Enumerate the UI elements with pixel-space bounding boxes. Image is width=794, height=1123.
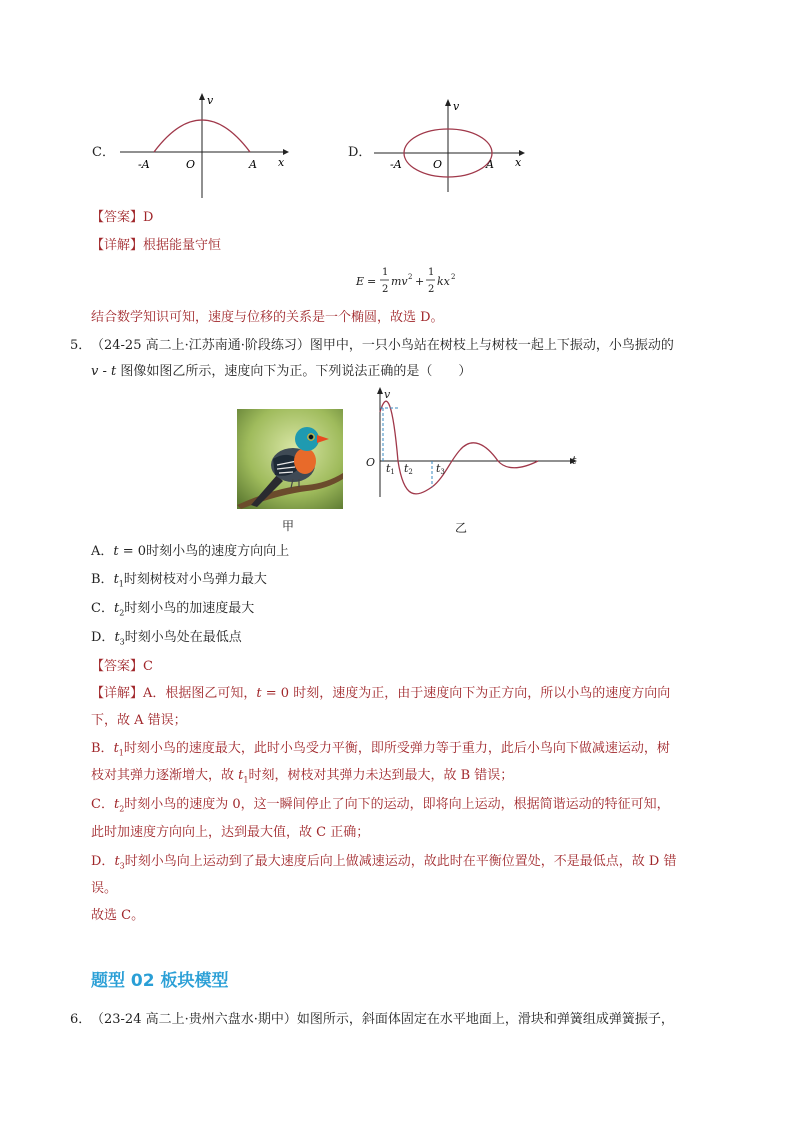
q5-option-c-letter: C． [91,601,114,616]
q5-detail-b1-rest: 时刻小鸟的速度最大，此时小鸟受力平衡，即所受弹力等于重力，此后小鸟向下做减速运动，树 [123,741,670,756]
graph-c-x-label: x [278,156,285,169]
q5-detail-final: 故选 C。 [91,908,145,923]
q5-detail-d1-t: t [114,854,120,869]
vt-t2-label: t2 [404,462,413,476]
bird-eye [309,435,313,439]
q5-option-a-eq: = 0 [118,544,147,559]
graph-c [118,90,293,202]
q5-option-a-letter: A． [91,544,114,559]
vt-t1-label: t1 [386,462,395,476]
formula-plus: + [415,275,425,288]
q5-detail-d1-rest: 时刻小鸟向上运动到了最大速度后向上做减速运动，故此时在平衡位置处，不是最低点，故 D 错 [124,854,677,869]
q5-detail-b2-rest: 时刻，树枝对其弹力未达到最大，故 B 错误； [248,768,514,783]
q5-detail-a1 [91,684,731,704]
vt-v-label: v [384,388,391,401]
q4-answer-value: D [143,210,154,225]
formula-sq1: 2 [408,273,413,281]
q5-option-b [91,570,731,595]
vt-v-arrow [377,387,383,394]
q5-option-a-text: 时刻小鸟的速度方向向上 [146,544,290,559]
formula-half2-den: 2 [428,284,435,295]
vt-graph [360,384,582,500]
q4-answer-tag: 【答案】 [91,210,144,225]
q6-stem: （23-24 高二上·贵州六盘水·期中）如图所示，斜面体固定在水平地面上，滑块和弹簧组成弹簧振子， [91,1012,674,1027]
caption-yi: 乙 [455,521,468,535]
q5-detail-d1-pre: D． [91,854,115,869]
q5-detail-b1-sub: 1 [118,748,124,758]
q5-detail-a1-eq: = 0 [261,686,290,701]
q5-detail-c1-t: t [113,797,120,812]
graph-c-neg-a-label: -A [138,158,150,171]
q5-detail-b2-pre: 枝对其弹力逐渐增大，故 [91,768,239,783]
q5-option-d-text: 时刻小鸟处在最低点 [124,630,242,645]
q6-number: 6． [70,1012,92,1027]
q5-detail-b1-pre: B． [91,741,114,756]
q5-answer-tag: 【答案】 [91,659,144,674]
q5-option-d-letter: D． [91,630,115,645]
q5-detail-a1-t: t [256,686,262,701]
q4-answer-line [91,208,731,228]
q5-option-c-t: t [113,601,120,616]
formula-half1-den: 2 [382,284,389,295]
formula-mv: mv [391,275,408,288]
q5-detail-b1 [91,739,731,764]
graph-c-v-arrow [199,93,205,100]
q5-dash: - [98,364,112,379]
q5-detail-d1-sub: 3 [119,861,125,871]
bird-photo [237,409,343,509]
q4-conclusion: 结合数学知识可知，速度与位移的关系是一个椭圆，故选 D。 [91,310,444,325]
q5-number: 5． [70,338,92,353]
graph-c-x-arrow [283,149,289,155]
q5-answer-value: C [143,659,153,674]
q5-answer-line [91,657,731,677]
q4-detail-line [91,236,731,256]
q5-detail-c1 [91,795,731,820]
graph-d-neg-a-label: -A [390,158,402,171]
q5-detail-b2-sub: 1 [243,775,249,785]
bird-head [295,427,319,451]
q5-detail-b2 [91,766,731,791]
q5-detail-b1-t: t [113,741,119,756]
graph-d-v-arrow [445,99,451,106]
formula-eq: = [367,275,377,288]
q5-detail-a1-rest: 时刻，速度为正，由于速度向下为正方向，所以小鸟的速度方向向 [289,686,671,701]
graph-c-v-label: v [207,94,214,107]
vt-origin-label: O [366,456,376,469]
q5-detail-d2: 误。 [91,881,118,896]
q5-detail-tag: 【详解】 [91,686,144,701]
section-heading: 题型 02 板块模型 [91,971,229,991]
q5-detail-a2: 下，故 A 错误； [91,713,187,728]
q5-option-a [91,542,731,562]
q5-option-b-text: 时刻树枝对小鸟弹力最大 [123,572,267,587]
graph-d-x-label: x [515,156,522,169]
caption-jia: 甲 [282,519,295,533]
q5-option-d-t: t [114,630,120,645]
q5-detail-c1-pre: C． [91,797,114,812]
graph-d [372,96,532,196]
formula-half1-num: 1 [382,267,389,278]
vt-curve [380,401,538,494]
q5-option-b-t: t [113,572,119,587]
q5-var-v: v [91,364,99,379]
graph-d-origin-label: O [433,158,443,171]
q5-option-c-text: 时刻小鸟的加速度最大 [124,601,255,616]
q5-detail-b2-t: t [238,768,244,783]
graph-d-a-label: A [486,158,494,171]
q5-option-b-letter: B． [91,572,114,587]
q5-option-d [91,628,731,653]
q5-option-c-sub: 2 [119,608,125,618]
q5-var-t: t [111,364,117,379]
q5-stem-line1: （24-25 高二上·江苏南通·阶段练习）图甲中，一只小鸟站在树枝上与树枝一起上下振动，小鸟振动的 [91,338,674,353]
q5-option-c [91,599,731,624]
formula-sq2: 2 [451,273,456,281]
bird-breast [294,448,316,474]
energy-formula [354,263,464,299]
q5-detail-c1-rest: 时刻小鸟的速度为 0，这一瞬间停止了向下的运动，即将向上运动，根据简谐运动的特征可知， [124,797,670,812]
q5-stem-line2 [91,362,731,382]
vt-t3-label: t3 [436,462,445,476]
q5-option-b-sub: 1 [118,579,124,589]
q5-stem-rest: 图像如图乙所示，速度向下为正。下列说法正确的是（ ） [116,364,472,379]
q4-detail-text: 根据能量守恒 [143,238,222,253]
q5-option-a-t: t [113,544,119,559]
q5-detail-a1-text: A．根据图乙可知， [143,686,257,701]
q5-detail-c2: 此时加速度方向向上，达到最大值，故 C 正确； [91,825,370,840]
q5-detail-c1-sub: 2 [119,804,125,814]
q5-option-d-sub: 3 [119,637,125,647]
q4-detail-tag: 【详解】 [91,238,144,253]
graph-d-v-label: v [453,100,460,113]
formula-half2-num: 1 [428,267,435,278]
option-d-label: D． [348,145,372,160]
q5-detail-d1 [91,852,731,877]
graph-c-a-label: A [249,158,257,171]
graph-c-origin-label: O [186,158,196,171]
formula-e: E [356,275,365,288]
formula-kx: kx [437,275,450,288]
vt-t-label: t [572,454,577,467]
option-c-label: C． [92,145,115,160]
